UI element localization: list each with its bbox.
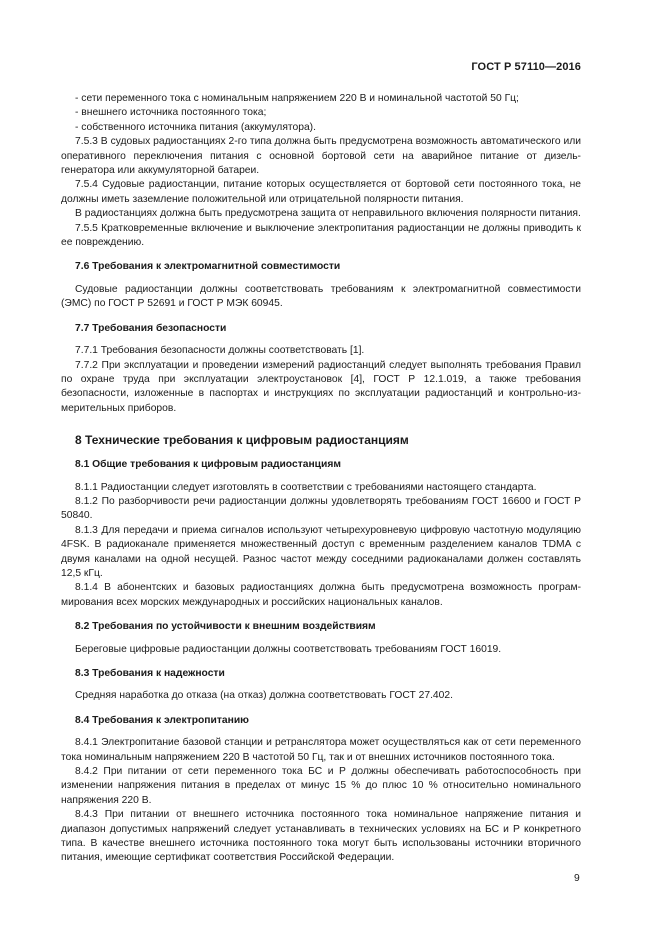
paragraph: 7.7.2 При эксплуатации и проведении измерений радиостанций следует выполнять требования Правил по охране труда при эксплуатации электроустановок [4], ГОСТ Р 12.1.019, а также требования безопасности, изложенные в паспортах и инструкциях по эксплуатации радиостанций и контрольно-измерительных приборов. [61,359,581,414]
section-heading: 7.6 Требования к электромагнитной совместимости [75,261,341,273]
paragraph: 7.5.5 Кратковременные включение и выключение электропитания радиостанции не должны приводить к ее повреждению. [61,222,581,249]
paragraph: 8.1.1 Радиостанции следует изготовлять в соответствии с требованиями настоящего стандарта. [75,481,537,493]
paragraph: Средняя наработка до отказа (на отказ) должна соответствовать ГОСТ 27.402. [75,690,453,702]
chapter-heading: 8 Технические требования к цифровым радиостанциям [75,433,409,448]
paragraph: 8.4.2 При питании от сети переменного тока БС и Р должны обеспечивать работоспособность при изменении напряжения питания в пределах от минус 15 % до плюс 10 % относительно номинального напряжения 220 В. [61,766,581,806]
paragraph: 7.5.3 В судовых радиостанциях 2-го типа должна быть предусмотрена возможность автоматического или оперативного переключения питания с основной бортовой сети на аварийное питание от дизель-генератора или аккумуляторной батареи. [61,136,581,177]
section-heading: 8.3 Требования к надежности [75,668,225,679]
paragraph: 7.7.1 Требования безопасности должны соответствовать [1]. [75,345,365,357]
paragraph: 8.1.2 По разборчивости речи радиостанции должны удовлетворять требованиям ГОСТ 16600 и ГОСТ Р 50840. [61,495,581,522]
paragraph: В радиостанциях должна быть предусмотрена защита от неправильного включения полярности питания. [75,208,581,220]
section-heading: 8.4 Требования к электропитанию [75,714,249,726]
page-number: 9 [574,873,580,884]
paragraph: Судовые радиостанции должны соответствовать требованиям к электромагнитной совместимости (ЭМС) по ГОСТ Р 52691 и ГОСТ Р МЭК 60945. [61,283,581,310]
paragraph: 8.4.3 При питании от внешнего источника постоянного тока номинальное напряжение питания и диапазон допустимых напряжений следует устанавливать в технических условиях на БС и Р конкретного типа. В качестве внешнего источника постоянного тока могут быть использованы источники вторичного питания, имеющие сертификат соответствия Российской Федерации. [61,809,581,864]
list-item: - внешнего источника постоянного тока; [75,107,267,119]
document-body [61,92,581,866]
section-heading: 8.2 Требования по устойчивости к внешним воздействиям [75,621,376,633]
list-item: - сети переменного тока с номинальным напряжением 220 В и номинальной частотой 50 Гц; [75,93,519,104]
paragraph: 7.5.4 Судовые радиостанции, питание которых осуществляется от бортовой сети постоянного тока, не должны иметь заземление положительной или отрицательной полярности питания. [61,179,581,205]
paragraph: 8.1.4 В абонентских и базовых радиостанциях должна быть предусмотрена возможность программирования всех морских международных и российских национальных каналов. [61,582,581,608]
paragraph: 8.1.3 Для передачи и приема сигналов используют четырехуровневую цифровую частотную модуляцию 4FSK. В радиоканале применяется множественный доступ с временным разделением каналов TDMA с двумя каналами на одной несущей. Разнос частот между соседними радиоканалами должен составлять 12,5 кГц. [61,524,581,579]
list-item: - собственного источника питания (аккумулятора). [75,121,316,133]
document-header: ГОСТ Р 57110—2016 [471,61,581,73]
section-heading: 8.1 Общие требования к цифровым радиостанциям [75,459,341,471]
paragraph: 8.4.1 Электропитание базовой станции и ретранслятора может осуществляться как от сети переменного тока номинальным напряжением 220 В частотой 50 Гц, так и от внешних источников постоянного тока. [61,737,581,763]
section-heading: 7.7 Требования безопасности [75,322,227,334]
paragraph: Береговые цифровые радиостанции должны соответствовать требованиям ГОСТ 16019. [75,643,502,655]
